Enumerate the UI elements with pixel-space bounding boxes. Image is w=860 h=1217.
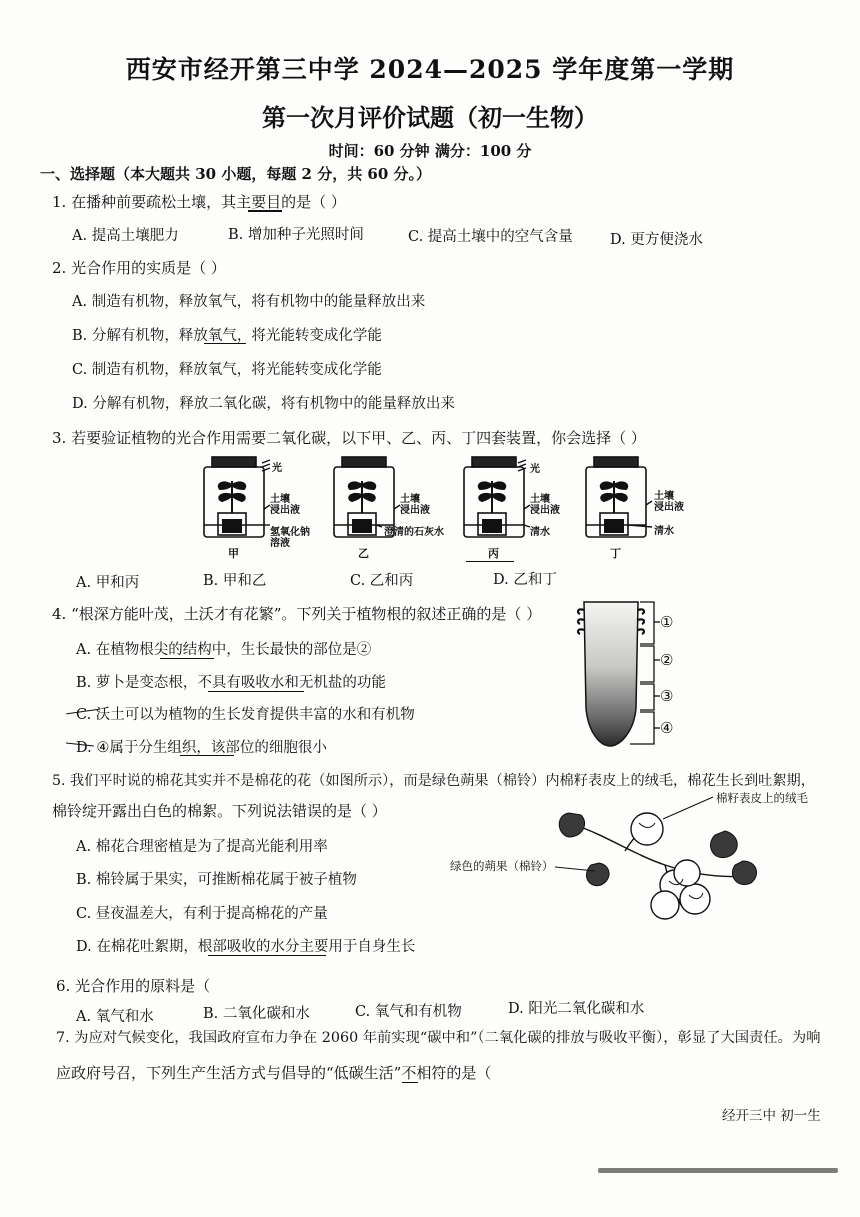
q5-cotton-figure [555,795,765,925]
q4-option-d: D. ④属于分生组织，该部位的细胞很小 [76,740,327,756]
handwritten-underline [204,342,246,344]
q2-option-a: A. 制造有机物，释放氧气，将有机物中的能量释放出来 [72,294,426,310]
q2-stem: 2. 光合作用的实质是（ ） [52,259,226,277]
q3-option-d: D. 乙和丁 [493,572,557,588]
handwritten-underline [208,690,304,692]
exam-title-line1: 西安市经开第三中学 2024—2025 学年度第一学期 [125,55,735,84]
q5-option-b: B. 棉铃属于果实，可推断棉花属于被子植物 [76,872,357,888]
q3-jar-label-jia: 甲 [228,547,239,560]
q3-jar-label-bing: 丙 [488,547,499,560]
q2-option-d: D. 分解有机物，释放二氧化碳，将有机物中的能量释放出来 [72,396,455,412]
q4-figure-label-1: ① [660,613,674,631]
q4-option-b: B. 萝卜是变态根，不具有吸收水和无机盐的功能 [76,675,386,691]
q1-option-c: C. 提高土壤中的空气含量 [408,229,573,245]
q6-option-b: B. 二氧化碳和水 [203,1006,310,1022]
q5-option-c: C. 昼夜温差大，有利于提高棉花的产量 [76,906,328,922]
q1-option-a: A. 提高土壤肥力 [72,228,179,244]
q3-naoh-label-1: 氢氧化钠 [270,527,310,538]
q5-stem-line1: 5. 我们平时说的棉花其实并不是棉花的花（如图所示），而是绿色蒴果（棉铃）内棉籽表皮上的绒毛，棉花生长到吐絮期， [52,773,815,789]
scan-edge-mark [598,1168,838,1173]
handwritten-underline [160,657,214,659]
handwritten-underline [208,954,326,956]
q3-naoh-label-2: 溶液 [270,538,290,549]
q5-stem-line2: 棉铃绽开露出白色的棉絮。下列说法错误的是（ ） [52,802,387,820]
q7-stem-line2: 应政府号召，下列生产生活方式与倡导的“低碳生活”不相符的是（ [56,1064,492,1082]
q1-stem: 1. 在播种前要疏松土壤，其主要目的是（ ） [52,193,346,211]
exam-time-info: 时间：60 分钟 满分：100 分 [328,142,532,160]
q4-figure-label-2: ② [660,651,674,669]
page-footer: 经开三中 初一生 [722,1108,821,1124]
q3-stem: 3. 若要验证植物的光合作用需要二氧化碳，以下甲、乙、丙、丁四套装置，你会选择（ ） [52,429,646,447]
q3-limewater-label: 澄清的石灰水 [384,527,444,538]
q3-soil-label-jar4: 土壤 [654,491,674,502]
q6-option-d: D. 阳光二氧化碳和水 [508,1001,645,1017]
q4-stem: 4. “根深方能叶茂，土沃才有花繁”。下列关于植物根的叙述正确的是（ ） [52,605,542,623]
q3-jar-label-yi: 乙 [358,547,369,560]
q3-light-label-jar1: 光 [272,463,282,474]
handwritten-underline [248,209,282,212]
q2-option-c: C. 制造有机物，释放氧气，将光能转变成化学能 [72,362,382,378]
q6-option-a: A. 氧气和水 [76,1009,154,1025]
handwritten-underline [180,754,234,756]
q3-option-a: A. 甲和丙 [76,575,140,591]
q5-option-d: D. 在棉花吐絮期，根部吸收的水分主要用于自身生长 [76,939,416,955]
q3-apparatus-figure [196,455,676,565]
q3-water-label-jar3: 清水 [530,527,550,538]
q3-leach-label-jar2: 浸出液 [400,505,430,516]
q3-water-label-jar4: 清水 [654,526,674,537]
q4-figure-label-4: ④ [660,719,674,737]
q3-soil-label-jar1: 土壤 [270,494,290,505]
q3-leach-label-jar1: 浸出液 [270,505,300,516]
q3-leach-label-jar3: 浸出液 [530,505,560,516]
q5-figure-label-boll: 绿色的蒴果（棉铃） [450,859,554,873]
handwritten-underline [402,1081,418,1083]
q2-option-b: B. 分解有机物，释放氧气，将光能转变成化学能 [72,328,382,344]
q3-soil-label-jar2: 土壤 [400,494,420,505]
q6-option-c: C. 氧气和有机物 [355,1004,462,1020]
q3-leach-label-jar4: 浸出液 [654,502,684,513]
q4-option-a: A. 在植物根尖的结构中，生长最快的部位是② [76,642,372,658]
q5-option-a: A. 棉花合理密植是为了提高光能利用率 [76,839,328,855]
q6-stem: 6. 光合作用的原料是（ [56,977,211,995]
q3-jar-label-ding: 丁 [610,547,621,560]
q3-option-b: B. 甲和乙 [203,573,267,589]
q3-soil-label-jar3: 土壤 [530,494,550,505]
q4-figure-label-3: ③ [660,687,674,705]
q1-option-b: B. 增加种子光照时间 [228,227,364,243]
q4-option-c: C. 沃土可以为植物的生长发育提供丰富的水和有机物 [76,707,415,723]
q7-stem-line1: 7. 为应对气候变化，我国政府宣布力争在 2060 年前实现“碳中和”（二氧化碳的排放与吸收平衡），彰显了大国责任。为响 [56,1030,821,1046]
exam-title-line2: 第一次月评价试题（初一生物） [262,103,598,132]
q1-option-d: D. 更方便浇水 [610,232,703,248]
q3-option-c: C. 乙和丙 [350,573,414,589]
q5-figure-label-fiber: 棉籽表皮上的绒毛 [716,791,808,805]
section-heading: 一、选择题（本大题共 30 小题，每题 2 分，共 60 分。） [40,165,432,183]
q3-light-label-jar3: 光 [530,464,540,475]
handwritten-underline [466,560,514,562]
